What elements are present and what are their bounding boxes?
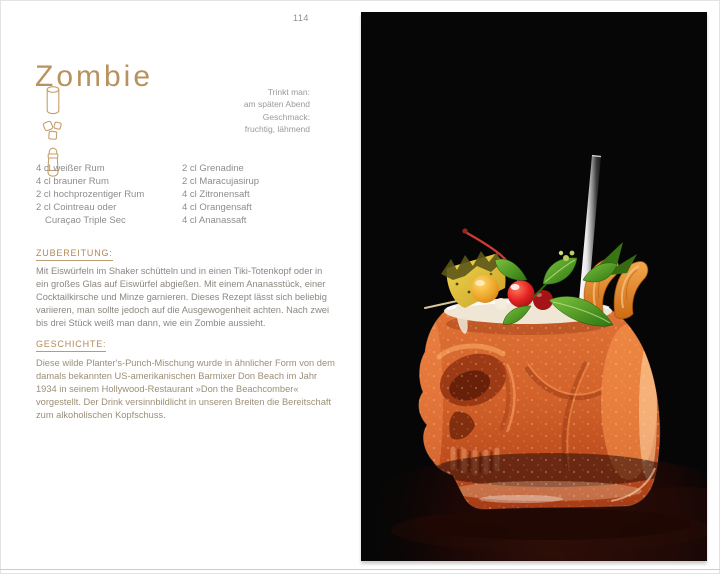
page-title: Zombie xyxy=(35,60,154,94)
ingredient-list-right xyxy=(182,162,312,227)
ingredient-item: 2 cl Grenadine xyxy=(182,163,244,174)
tall-glass-icon xyxy=(45,85,61,115)
orange-ball-garnish xyxy=(471,275,499,303)
ingredient-item: 4 cl weißer Rum xyxy=(36,163,105,174)
page-number: 114 xyxy=(293,13,309,23)
skull-glass xyxy=(419,303,669,512)
zombie-cocktail-illustration xyxy=(361,12,707,561)
cherry-front xyxy=(508,281,535,308)
ingredient-item: 2 cl hochprozentiger Rum xyxy=(36,189,145,200)
drink-time-label: Trinkt man: xyxy=(267,87,310,97)
drink-time-value: am späten Abend xyxy=(243,99,310,110)
ingredient-item: 2 cl Cointreau oder xyxy=(36,202,117,213)
ingredient-list-left xyxy=(36,162,181,227)
history-heading: GESCHICHTE: xyxy=(36,339,106,352)
tasting-info xyxy=(190,86,310,136)
history-text: Diese wilde Planter's-Punch-Mischung wurde in ähnlicher Form von dem damals bekannten US-amerikanischen Barmixer Don Beach im Jahr 1934 in seinem Hollywood-Restaurant »Don the Beachcomber« vorgestellt. Der Drink versinnbildlicht in unseren Breiten die Bereitschaft zum alkoholischen Kopfschuss. xyxy=(36,358,335,420)
page-bottom-edge xyxy=(0,569,720,570)
cocktail-photo xyxy=(361,12,707,561)
ingredient-item: 4 cl Ananassaft xyxy=(182,215,247,226)
ingredient-item: 4 cl Zitronensaft xyxy=(182,189,250,200)
taste-value: fruchtig, lähmend xyxy=(244,124,310,135)
ingredient-item: 4 cl brauner Rum xyxy=(36,176,109,187)
ice-cubes-icon xyxy=(41,120,65,141)
preparation-heading: ZUBEREITUNG: xyxy=(36,248,113,261)
preparation-text: Mit Eiswürfeln im Shaker schütteln und in einen Tiki-Totenkopf oder in ein großes Glas auf Eiswürfel abgießen. Mit einem Ananasstück, einer Cocktailkirsche und Minze garnieren. Dieses Rezept lässt sich beliebig variieren, man sollte jedoch auf die Ausgewogenheit achten. Nach zwei bis drei Stück weiß man dann, wie ein Zombie aussieht. xyxy=(36,266,330,328)
ingredient-item: 4 cl Orangensaft xyxy=(182,202,252,213)
taste-label: Geschmack: xyxy=(262,111,310,122)
ingredient-item: 2 cl Maracujasirup xyxy=(182,176,260,187)
ingredient-item-continuation: Curaçao Triple Sec xyxy=(45,215,126,226)
